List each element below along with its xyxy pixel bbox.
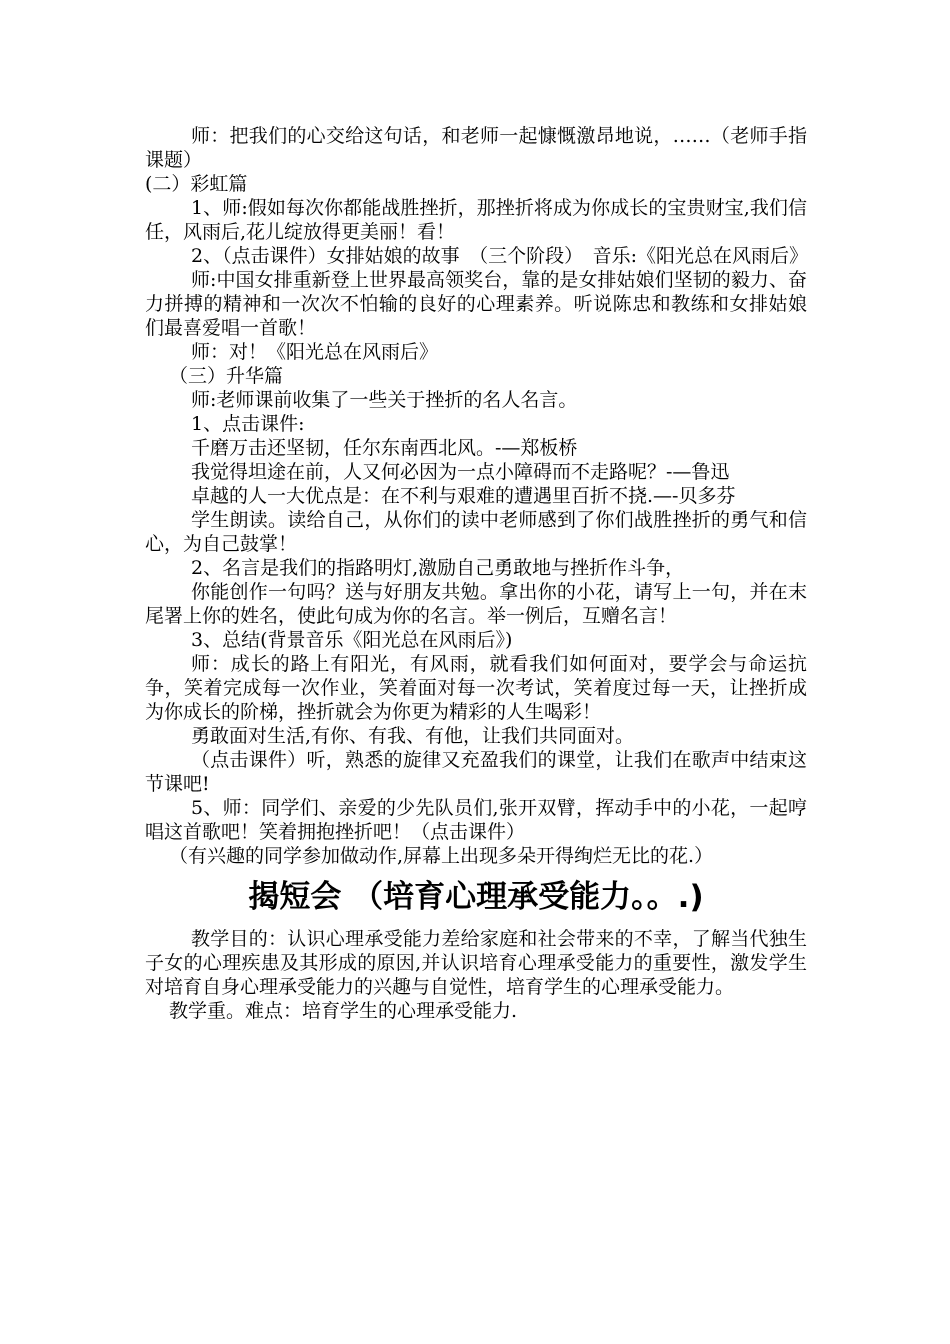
paragraph-students-read: 学生朗读。读给自己，从你们的读中老师感到了你们战胜挫折的勇气和信心，为自己鼓掌！: [145, 509, 807, 555]
quote-zheng-banqiao: 千磨万击还坚韧，任尔东南西北风。-—郑板桥: [191, 437, 578, 459]
paragraph-flowers: （有兴趣的同学参加做动作,屏幕上出现多朵开得绚烂无比的花.）: [169, 845, 714, 867]
paragraph-song-title: 师：对！《阳光总在风雨后》: [191, 341, 439, 363]
paragraph-quotes-intro: 师:老师课前收集了一些关于挫折的名人名言。: [191, 389, 578, 411]
quote-lu-xun: 我觉得坦途在前，人又何必因为一点小障碍而不走路呢？-—鲁迅: [191, 461, 730, 483]
paragraph-rainbow-1: 1、师:假如每次你都能战胜挫折，那挫折将成为你成长的宝贵财宝,我们信任，风雨后,花儿绽放得更美丽！看！: [145, 197, 807, 243]
paragraph-volleyball-story: 2、（点击课件）女排姑娘的故事 （三个阶段） 音乐:《阳光总在风雨后》: [191, 245, 808, 267]
paragraph-summary: 3、总结(背景音乐《阳光总在风雨后》): [191, 629, 513, 651]
paragraph-growth-path: 师：成长的路上有阳光，有风雨，就看我们如何面对，要学会与命运抗争，笑着完成每一次作业，笑着面对每一次考试，笑着度过每一天，让挫折成为你成长的阶梯，挫折就会为你更为精彩的人生喝彩！: [145, 653, 807, 723]
paragraph-teaching-goal: 教学目的：认识心理承受能力差给家庭和社会带来的不幸，了解当代独生子女的心理疾患及其形成的原因,并认识培育心理承受能力的重要性，激发学生对培育自身心理承受能力的兴趣与自觉性，培育学生的心理承受能力。: [145, 928, 807, 998]
paragraph-volleyball-teacher: 师:中国女排重新登上世界最高领奖台，靠的是女排姑娘们坚韧的毅力、奋力拼搏的精神和一次次不怕输的良好的心理素养。听说陈忠和教练和女排姑娘们最喜爱唱一首歌！: [145, 269, 807, 339]
paragraph-sing-together: 5、师：同学们、亲爱的少先队员们,张开双臂，挥动手中的小花，一起哼唱这首歌吧！笑着拥抱挫折吧！（点击课件）: [145, 797, 807, 843]
quote-beethoven: 卓越的人一大优点是：在不利与艰难的遭遇里百折不挠.—-贝多芬: [191, 485, 736, 507]
paragraph-face-life: 勇敢面对生活,有你、有我、有他，让我们共同面对。: [191, 725, 635, 747]
paragraph-click-courseware: 1、点击课件:: [191, 413, 305, 435]
document-heading: 揭短会 （培育心理承受能力。。.): [248, 879, 704, 915]
paragraph-teaching-focus: 教学重。难点：培育学生的心理承受能力.: [169, 1000, 518, 1022]
paragraph-teacher-slogan: 师：把我们的心交给这句话，和老师一起慷慨激昂地说，……（老师手指课题）: [145, 125, 807, 171]
paragraph-create-quote: 你能创作一句吗？送与好朋友共勉。拿出你的小花，请写上一句，并在末尾署上你的姓名，使此句成为你的名言。举一例后，互赠名言！: [145, 581, 807, 627]
paragraph-quotes-guide: 2、名言是我们的指路明灯,激励自己勇敢地与挫折作斗争，: [191, 557, 685, 579]
document-body: [145, 124, 807, 1023]
section-heading-rainbow: (二）彩虹篇: [145, 173, 248, 195]
section-heading-sublimation: （三）升华篇: [169, 365, 284, 387]
paragraph-melody: （点击课件）听，熟悉的旋律又充盈我们的课堂，让我们在歌声中结束这节课吧!: [145, 749, 807, 795]
